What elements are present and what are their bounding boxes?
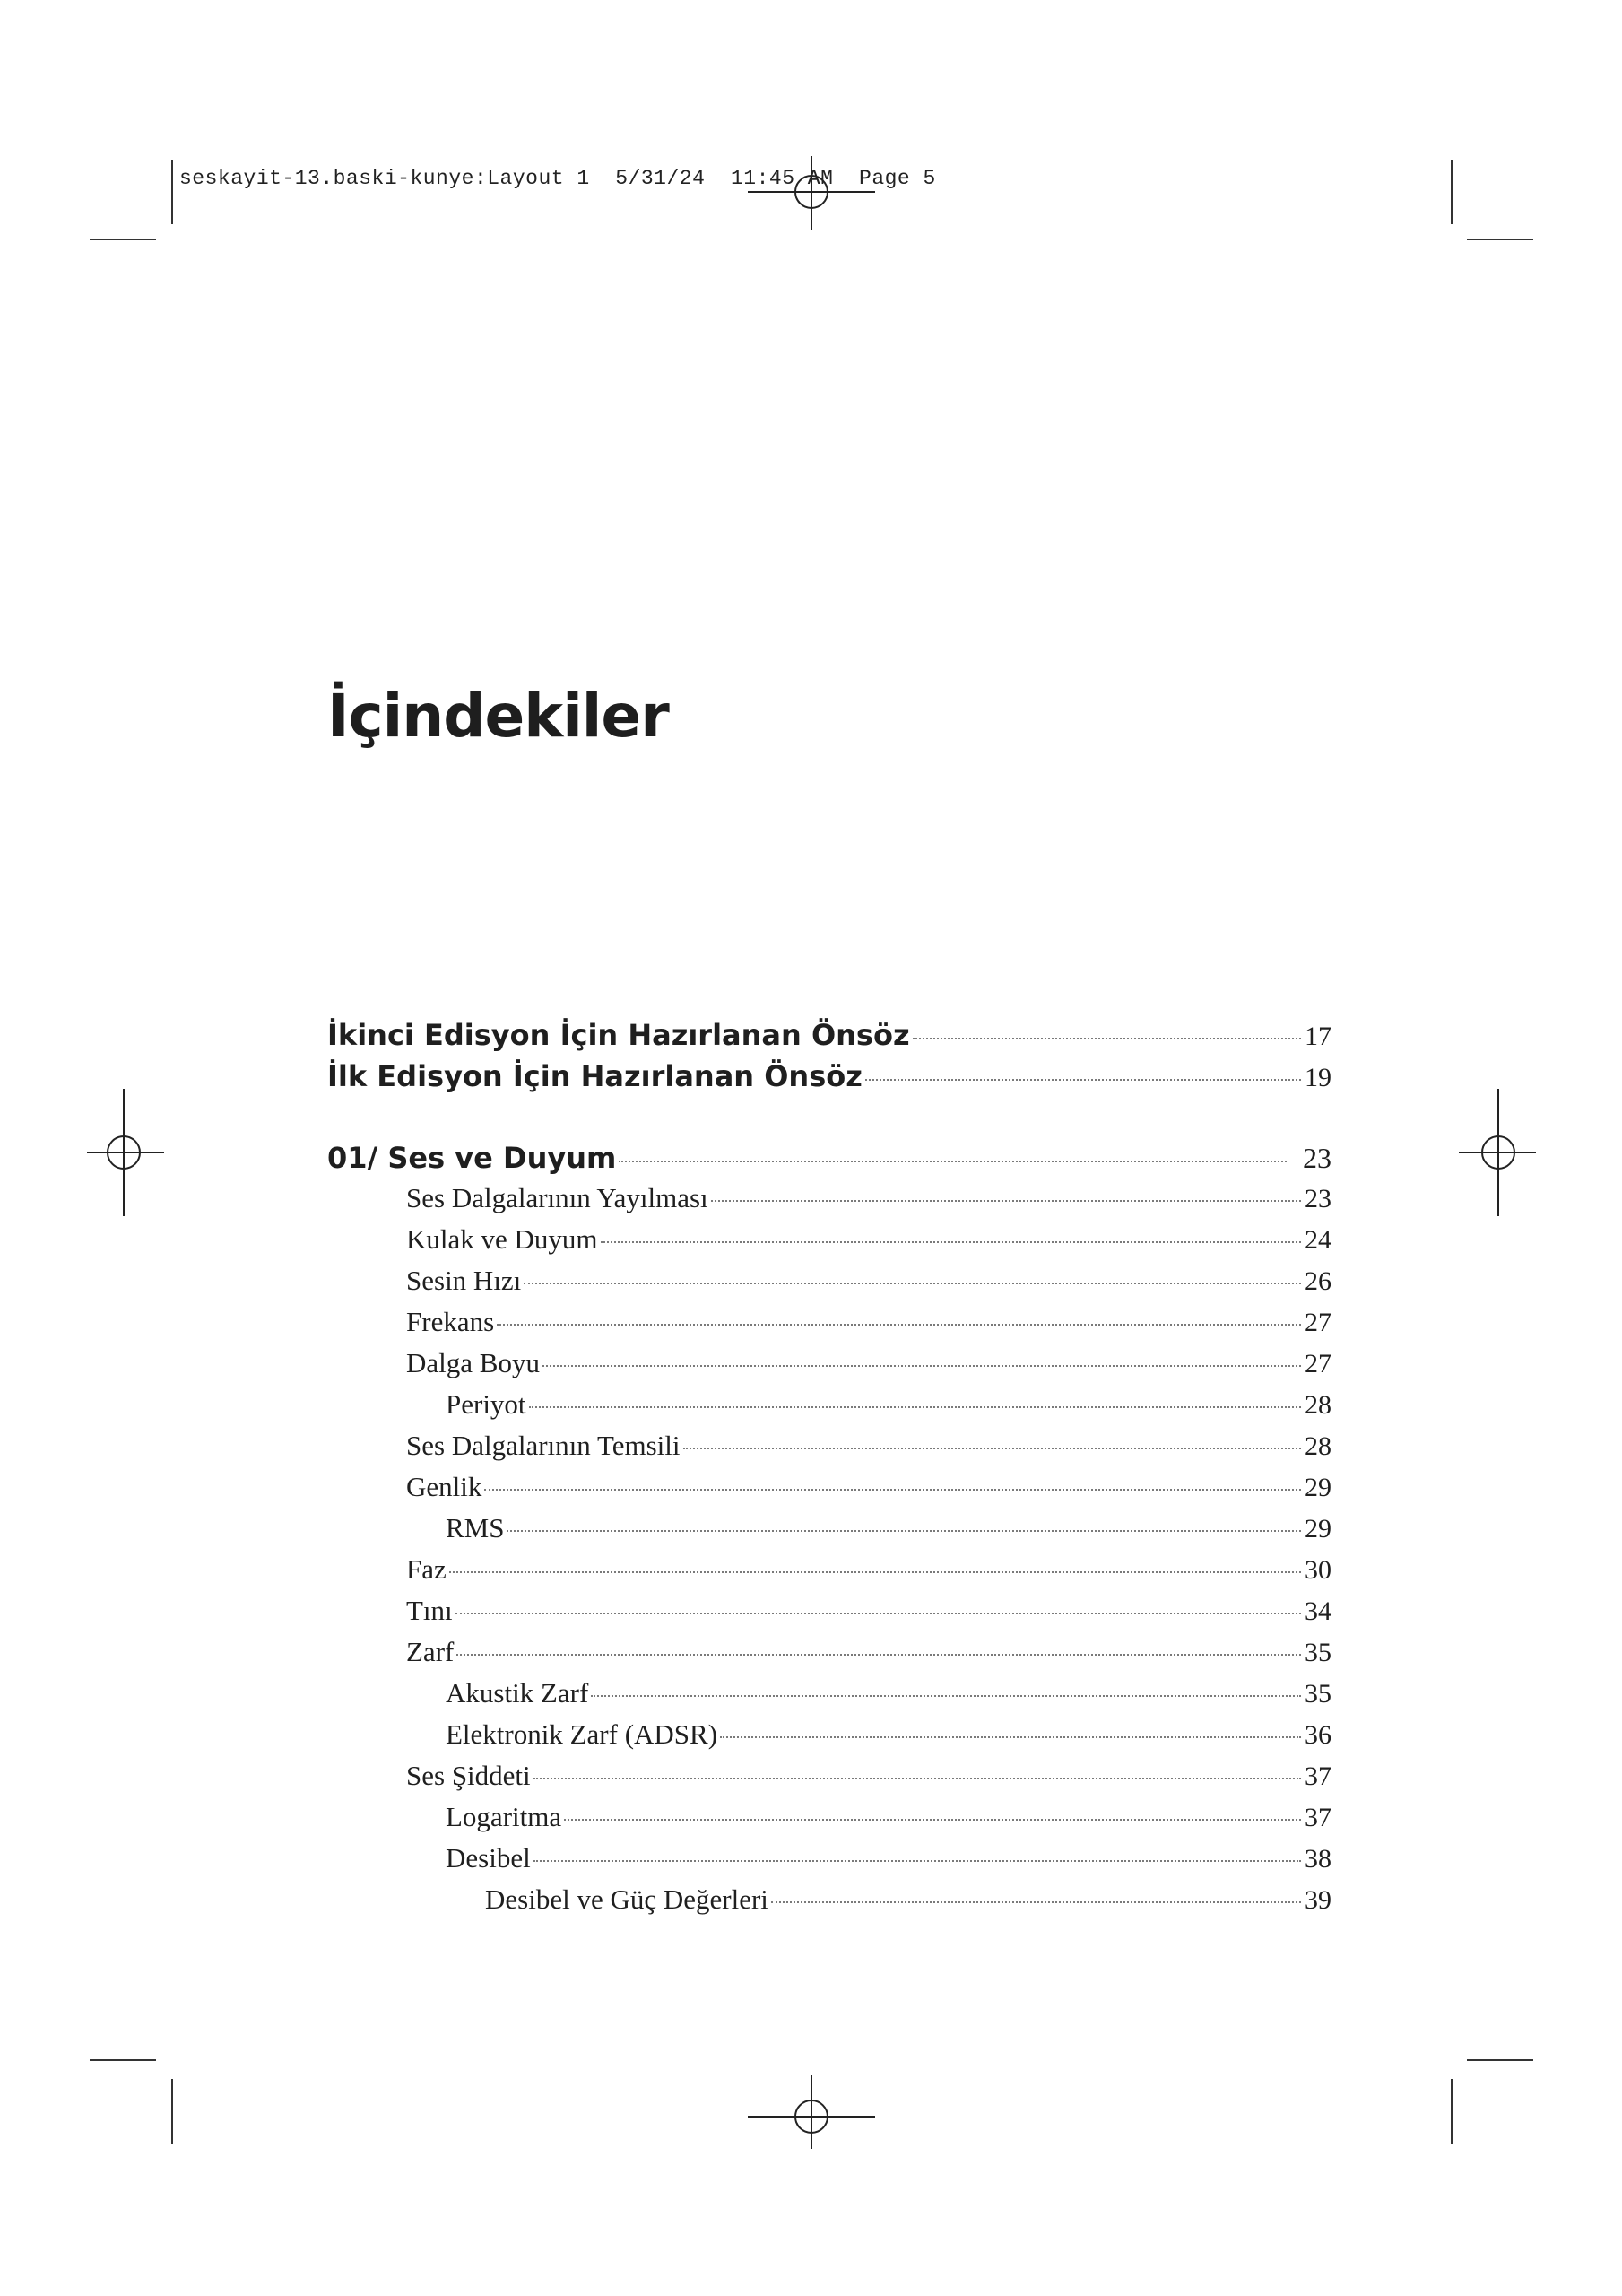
registration-mark-right [1457, 1085, 1538, 1220]
toc-entry-label: Zarf [406, 1636, 455, 1667]
toc-page-number: 37 [1305, 1761, 1331, 1791]
toc-entry-label: Desibel [446, 1842, 531, 1874]
toc-row[interactable] [327, 1223, 1331, 1265]
toc-row[interactable] [327, 1801, 1331, 1842]
dot-leader [683, 1448, 1302, 1449]
dot-leader [542, 1365, 1301, 1367]
toc-row[interactable] [327, 1059, 1331, 1100]
toc-entry-label: Dalga Boyu [406, 1347, 540, 1378]
toc-page-number: 37 [1305, 1803, 1331, 1832]
toc-entries [327, 1182, 1331, 1925]
dot-leader [455, 1613, 1301, 1614]
toc-page-number: 29 [1305, 1514, 1331, 1544]
toc-entry-label: Faz [406, 1553, 447, 1585]
dot-leader [771, 1901, 1301, 1903]
toc-page-number: 39 [1305, 1885, 1331, 1915]
toc-page-number: 27 [1305, 1349, 1331, 1378]
toc-entry-label: Frekans [406, 1306, 495, 1337]
toc-row[interactable] [327, 1306, 1331, 1347]
toc-entry-label: Periyot [446, 1388, 526, 1420]
toc-row[interactable] [327, 1595, 1331, 1636]
toc-page-number: 23 [1303, 1142, 1331, 1174]
toc-row[interactable] [327, 1018, 1331, 1059]
dot-leader [591, 1695, 1301, 1697]
toc-entry-label: Ses Dalgalarının Temsili [406, 1430, 681, 1461]
registration-mark-top [744, 144, 879, 233]
toc-page-number: 19 [1305, 1063, 1331, 1092]
dot-leader [529, 1406, 1301, 1408]
dot-leader [913, 1038, 1301, 1039]
toc-page-number: 34 [1305, 1596, 1331, 1626]
toc-page-number: 36 [1305, 1720, 1331, 1750]
dot-leader [865, 1079, 1301, 1081]
toc-page-number: 35 [1305, 1679, 1331, 1709]
dot-leader [524, 1283, 1301, 1284]
dot-leader [711, 1200, 1301, 1202]
toc-page-number: 27 [1305, 1308, 1331, 1337]
toc-row[interactable] [327, 1842, 1331, 1883]
toc-entry-label: İkinci Edisyon İçin Hazırlanan Önsöz [327, 1018, 910, 1052]
toc-row[interactable] [327, 1347, 1331, 1388]
toc-page-number: 28 [1305, 1390, 1331, 1420]
toc-row[interactable] [327, 1760, 1331, 1801]
toc-row[interactable] [327, 1512, 1331, 1553]
dot-leader [484, 1489, 1301, 1491]
toc-entry-label: Sesin Hızı [406, 1265, 522, 1296]
table-of-contents [327, 1018, 1331, 1925]
toc-row[interactable] [327, 1388, 1331, 1430]
toc-row[interactable] [327, 1471, 1331, 1512]
dot-leader [456, 1654, 1301, 1656]
toc-page-number: 26 [1305, 1266, 1331, 1296]
toc-row[interactable] [327, 1883, 1331, 1925]
toc-page-number: 38 [1305, 1844, 1331, 1874]
dot-leader [619, 1161, 1287, 1162]
dot-leader [533, 1778, 1301, 1779]
dot-leader [497, 1324, 1301, 1326]
toc-entry-label: İlk Edisyon İçin Hazırlanan Önsöz [327, 1059, 863, 1093]
registration-mark-bottom [744, 2072, 879, 2161]
dot-leader [507, 1530, 1301, 1532]
toc-page-number: 17 [1305, 1022, 1331, 1051]
toc-row[interactable] [327, 1182, 1331, 1223]
dot-leader [564, 1819, 1301, 1821]
printer-slug-line: seskayit-13.baski-kunye:Layout 1 5/31/24 11:45 AM Page 5 [179, 167, 936, 190]
dot-leader [533, 1860, 1301, 1862]
dot-leader [601, 1241, 1301, 1243]
registration-mark-left [85, 1085, 166, 1220]
toc-page-number: 30 [1305, 1555, 1331, 1585]
toc-row[interactable] [327, 1553, 1331, 1595]
toc-chapter-row[interactable] [327, 1141, 1331, 1182]
toc-entry-label: Elektronik Zarf (ADSR) [446, 1718, 718, 1750]
dot-leader [720, 1736, 1301, 1738]
toc-entry-label: Tını [406, 1595, 453, 1626]
toc-page-number: 35 [1305, 1638, 1331, 1667]
toc-entry-label: Kulak ve Duyum [406, 1223, 598, 1255]
toc-row[interactable] [327, 1430, 1331, 1471]
toc-entry-label: RMS [446, 1512, 505, 1544]
toc-entry-label: Akustik Zarf [446, 1677, 589, 1709]
toc-page-number: 23 [1305, 1184, 1331, 1213]
toc-page-number: 24 [1305, 1225, 1331, 1255]
toc-entry-label: Ses Dalgalarının Yayılması [406, 1182, 708, 1213]
toc-row[interactable] [327, 1265, 1331, 1306]
toc-entry-label: Ses Şiddeti [406, 1760, 531, 1791]
toc-row[interactable] [327, 1636, 1331, 1677]
toc-row[interactable] [327, 1677, 1331, 1718]
toc-entry-label: Desibel ve Güç Değerleri [485, 1883, 768, 1915]
toc-page-number: 28 [1305, 1431, 1331, 1461]
toc-page-number: 29 [1305, 1473, 1331, 1502]
toc-row[interactable] [327, 1718, 1331, 1760]
page-title: İçindekiler [327, 682, 669, 751]
dot-leader [449, 1571, 1301, 1573]
toc-entry-label: Logaritma [446, 1801, 562, 1832]
chapter-title: 01/ Ses ve Duyum [327, 1141, 617, 1175]
toc-entry-label: Genlik [406, 1471, 482, 1502]
